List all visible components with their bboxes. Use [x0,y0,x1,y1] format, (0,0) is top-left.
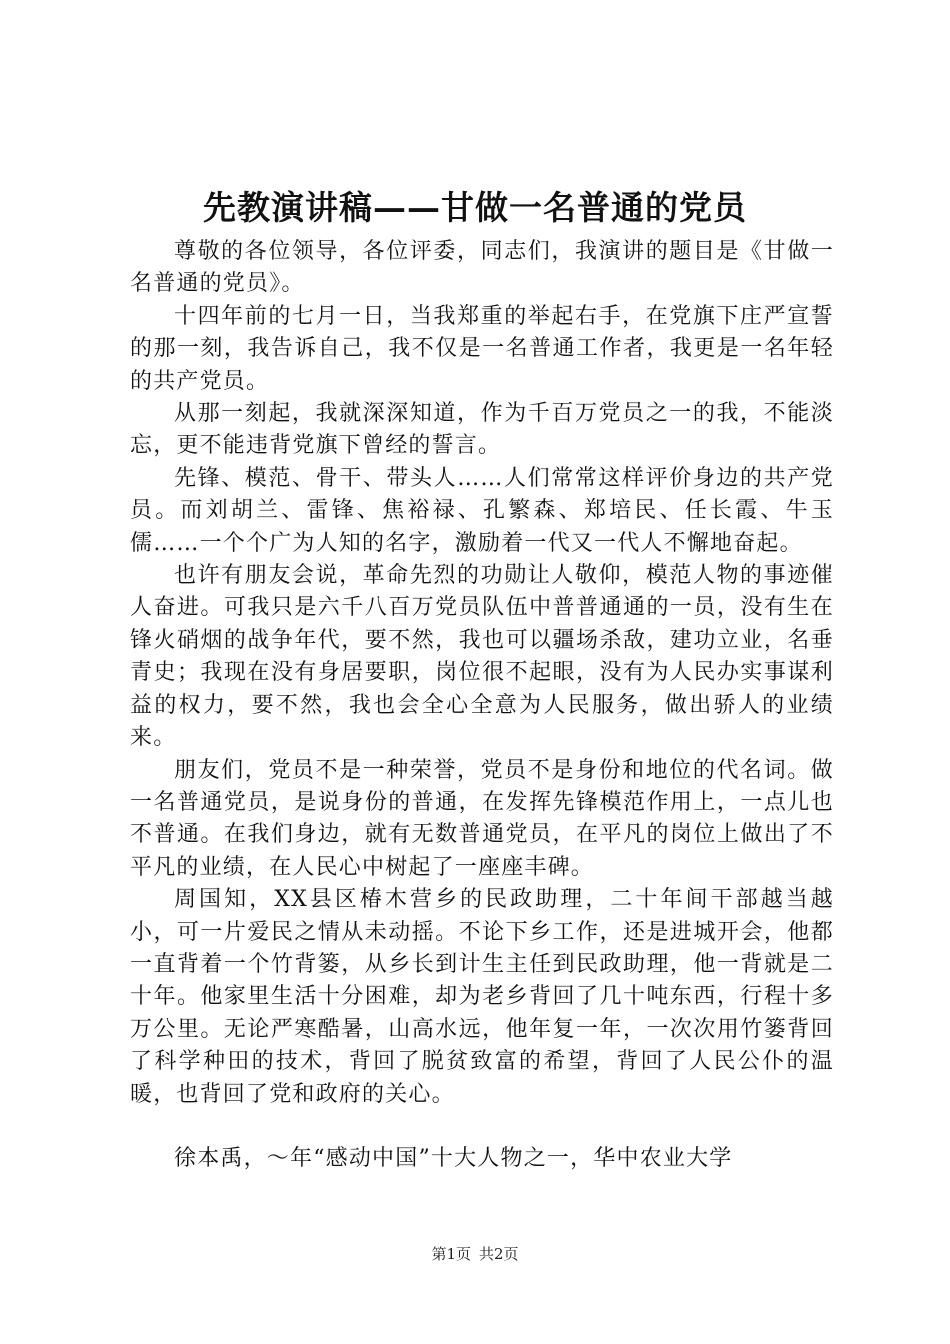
paragraph-zhou-guozhi: 周国知，XX县区椿木营乡的民政助理，二十年间干部越当越小，可一片爱民之情从未动摇。不论下乡工作，还是进城开会，他都一直背着一个竹背篓，从乡长到计生主任到民政助理，他一背就是二十年。他家里生活十分困难，却为老乡背回了几十吨东西，行程十多万公里。无论严寒酷暑，山高水远，他年复一年，一次次用竹篓背回了科学种田的技术，背回了脱贫致富的希望，背回了人民公仆的温暖，也背回了党和政府的关心。 [130,887,834,1107]
page-total: 共2页 [479,1245,519,1263]
paragraph-oath: 十四年前的七月一日，当我郑重的举起右手，在党旗下庄严宣誓的那一刻，我告诉自己，我不仅是一名普通工作者，我更是一名年轻的共产党员。 [130,303,834,394]
document-title: 先教演讲稿——甘做一名普通的党员 [203,188,747,227]
paragraph-ordinary-member: 也许有朋友会说，革命先烈的功勋让人敬仰，模范人物的事迹催人奋进。可我只是六千八百万党员队伍中普普通通的一员，没有生在锋火硝烟的战争年代，要不然，我也可以疆场杀敌，建功立业，名垂青史；我现在没有身居要职，岗位很不起眼，没有为人民办实事谋利益的权力，要不然，我也会全心全意为人民服务，做出骄人的业绩来。 [130,563,834,751]
page-number: 第1页 [431,1245,471,1263]
paragraph-friends: 朋友们，党员不是一种荣誉，党员不是身份和地位的代名词。做一名普通党员，是说身份的普通，在发挥先锋模范作用上，一点儿也不普通。在我们身边，就有无数普通党员，在平凡的岗位上做出了不平凡的业绩，在人民心中树起了一座座丰碑。 [130,757,834,880]
paragraph-commitment: 从那一刻起，我就深深知道，作为千百万党员之一的我，不能淡忘，更不能违背党旗下曾经的誓言。 [130,401,834,459]
document-body [130,236,834,1175]
paragraph-role-models: 先锋、模范、骨干、带头人……人们常常这样评价身边的共产党员。而刘胡兰、雷锋、焦裕禄、孔繁森、郑培民、任长霞、牛玉儒……一个个广为人知的名字，激励着一代又一代人不懈地奋起。 [130,465,834,556]
paragraph-xu-benyu: 徐本禹，～年“感动中国”十大人物之一，华中农业大学 [174,1145,733,1171]
page-footer [0,1244,950,1264]
paragraph-greeting: 尊敬的各位领导，各位评委，同志们，我演讲的题目是《甘做一名普通的党员》。 [130,239,834,297]
